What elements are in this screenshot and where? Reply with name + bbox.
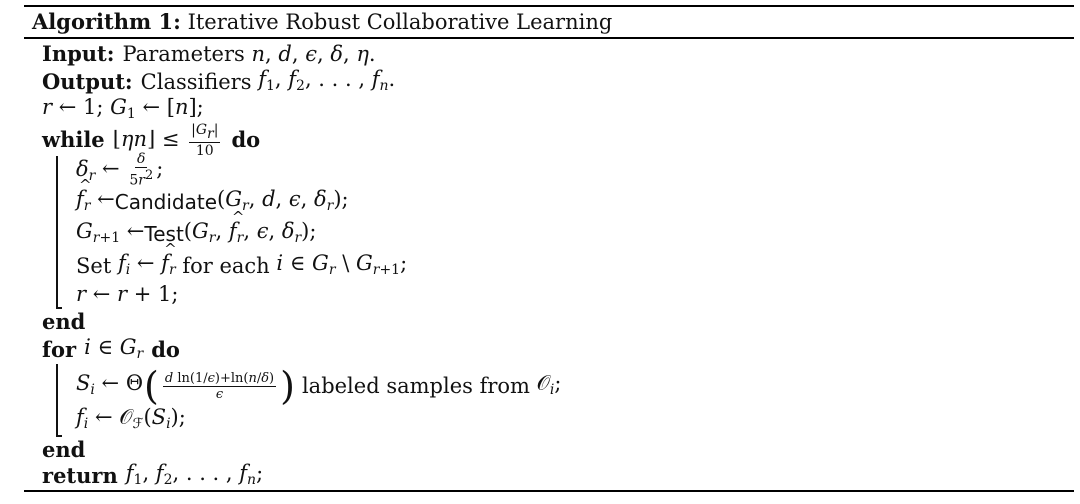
candidate-function: Candidate bbox=[114, 190, 218, 214]
for-block-bar bbox=[56, 364, 58, 436]
set-condition: i ∈ $G_r$ \ $G_{r+1}$; bbox=[276, 250, 408, 278]
candidate-args: ($G_r$, d, ϵ, $\delta_r$); bbox=[217, 186, 349, 214]
do-keyword-1: do bbox=[231, 127, 261, 152]
set-text: Set bbox=[76, 254, 112, 278]
test-line bbox=[76, 218, 316, 250]
test-lhs: $G_{r+1}$ ← bbox=[76, 218, 145, 246]
init-math: r ← 1; $G_1$ ← [n]; bbox=[42, 94, 204, 122]
while-condition: ⌊ηn⌋ ≤ $\frac{|G_r|}{10}$ bbox=[112, 121, 219, 159]
do-keyword-2: do bbox=[151, 337, 180, 362]
left-paren: ( bbox=[144, 364, 159, 408]
classifiers-math: $f_1$, $f_2$, . . . , $f_n$. bbox=[258, 66, 396, 94]
classifiers-text: Classifiers bbox=[140, 70, 252, 94]
for-line bbox=[42, 334, 180, 366]
algorithm-title: Iterative Robust Collaborative Learning bbox=[187, 10, 613, 34]
while-block-bar bbox=[56, 156, 58, 308]
end-keyword-2: end bbox=[42, 437, 86, 462]
output-keyword: Output: bbox=[42, 69, 133, 94]
end-keyword-1: end bbox=[42, 309, 86, 334]
test-function: Test bbox=[144, 222, 184, 246]
delta-math: $\delta_r$ ← $\frac{\delta}{5r^2}$ ; bbox=[76, 151, 164, 189]
for-keyword: for bbox=[42, 337, 77, 362]
for-each-text: for each bbox=[182, 254, 270, 278]
init-line bbox=[42, 94, 204, 126]
while-keyword: while bbox=[42, 127, 105, 152]
oracle-math: 𝒪$_i$; bbox=[529, 370, 562, 398]
while-line bbox=[42, 121, 261, 159]
input-keyword: Input: bbox=[42, 41, 115, 66]
test-args: ($G_r$, ^ $f_r$, ϵ, $\delta_r$); bbox=[184, 215, 317, 254]
algorithm-caption bbox=[32, 7, 612, 37]
parameters-math: n, d, ϵ, δ, η. bbox=[251, 42, 376, 66]
parameters-text: Parameters bbox=[122, 42, 245, 66]
train-math: $f_i$ ← $𝒪_ℱ(S_i)$; bbox=[76, 404, 186, 432]
right-paren: ) bbox=[280, 364, 295, 408]
candidate-line bbox=[76, 186, 349, 218]
bottom-rule bbox=[24, 490, 1074, 492]
labeled-samples-text: labeled samples from bbox=[301, 374, 530, 398]
train-line bbox=[76, 404, 186, 436]
sample-lhs: $S_i$ ← Θ bbox=[76, 370, 144, 398]
delta-fraction: $\frac{\delta}{5r^2}$ bbox=[129, 151, 154, 189]
return-keyword: return bbox=[42, 463, 118, 488]
algorithm-label: Algorithm 1: bbox=[32, 9, 181, 34]
sample-fraction: $\frac{\text{d ln(1/ϵ)+ln(n/δ)}}{\epsilon}$ bbox=[164, 370, 275, 402]
return-math: $f_1$, $f_2$, . . . , $f_n$; bbox=[125, 460, 264, 488]
for-condition: i ∈ $G_r$ bbox=[84, 334, 144, 362]
candidate-lhs: ^ $f_r$ ← bbox=[76, 183, 115, 222]
increment-math: r ← r + 1; bbox=[76, 282, 179, 306]
return-line bbox=[42, 460, 263, 492]
set-math: $f_i$ ← ^ $f_r$ bbox=[111, 247, 182, 286]
while-fraction: $\frac{|G_r|}{10}$ bbox=[191, 121, 219, 159]
